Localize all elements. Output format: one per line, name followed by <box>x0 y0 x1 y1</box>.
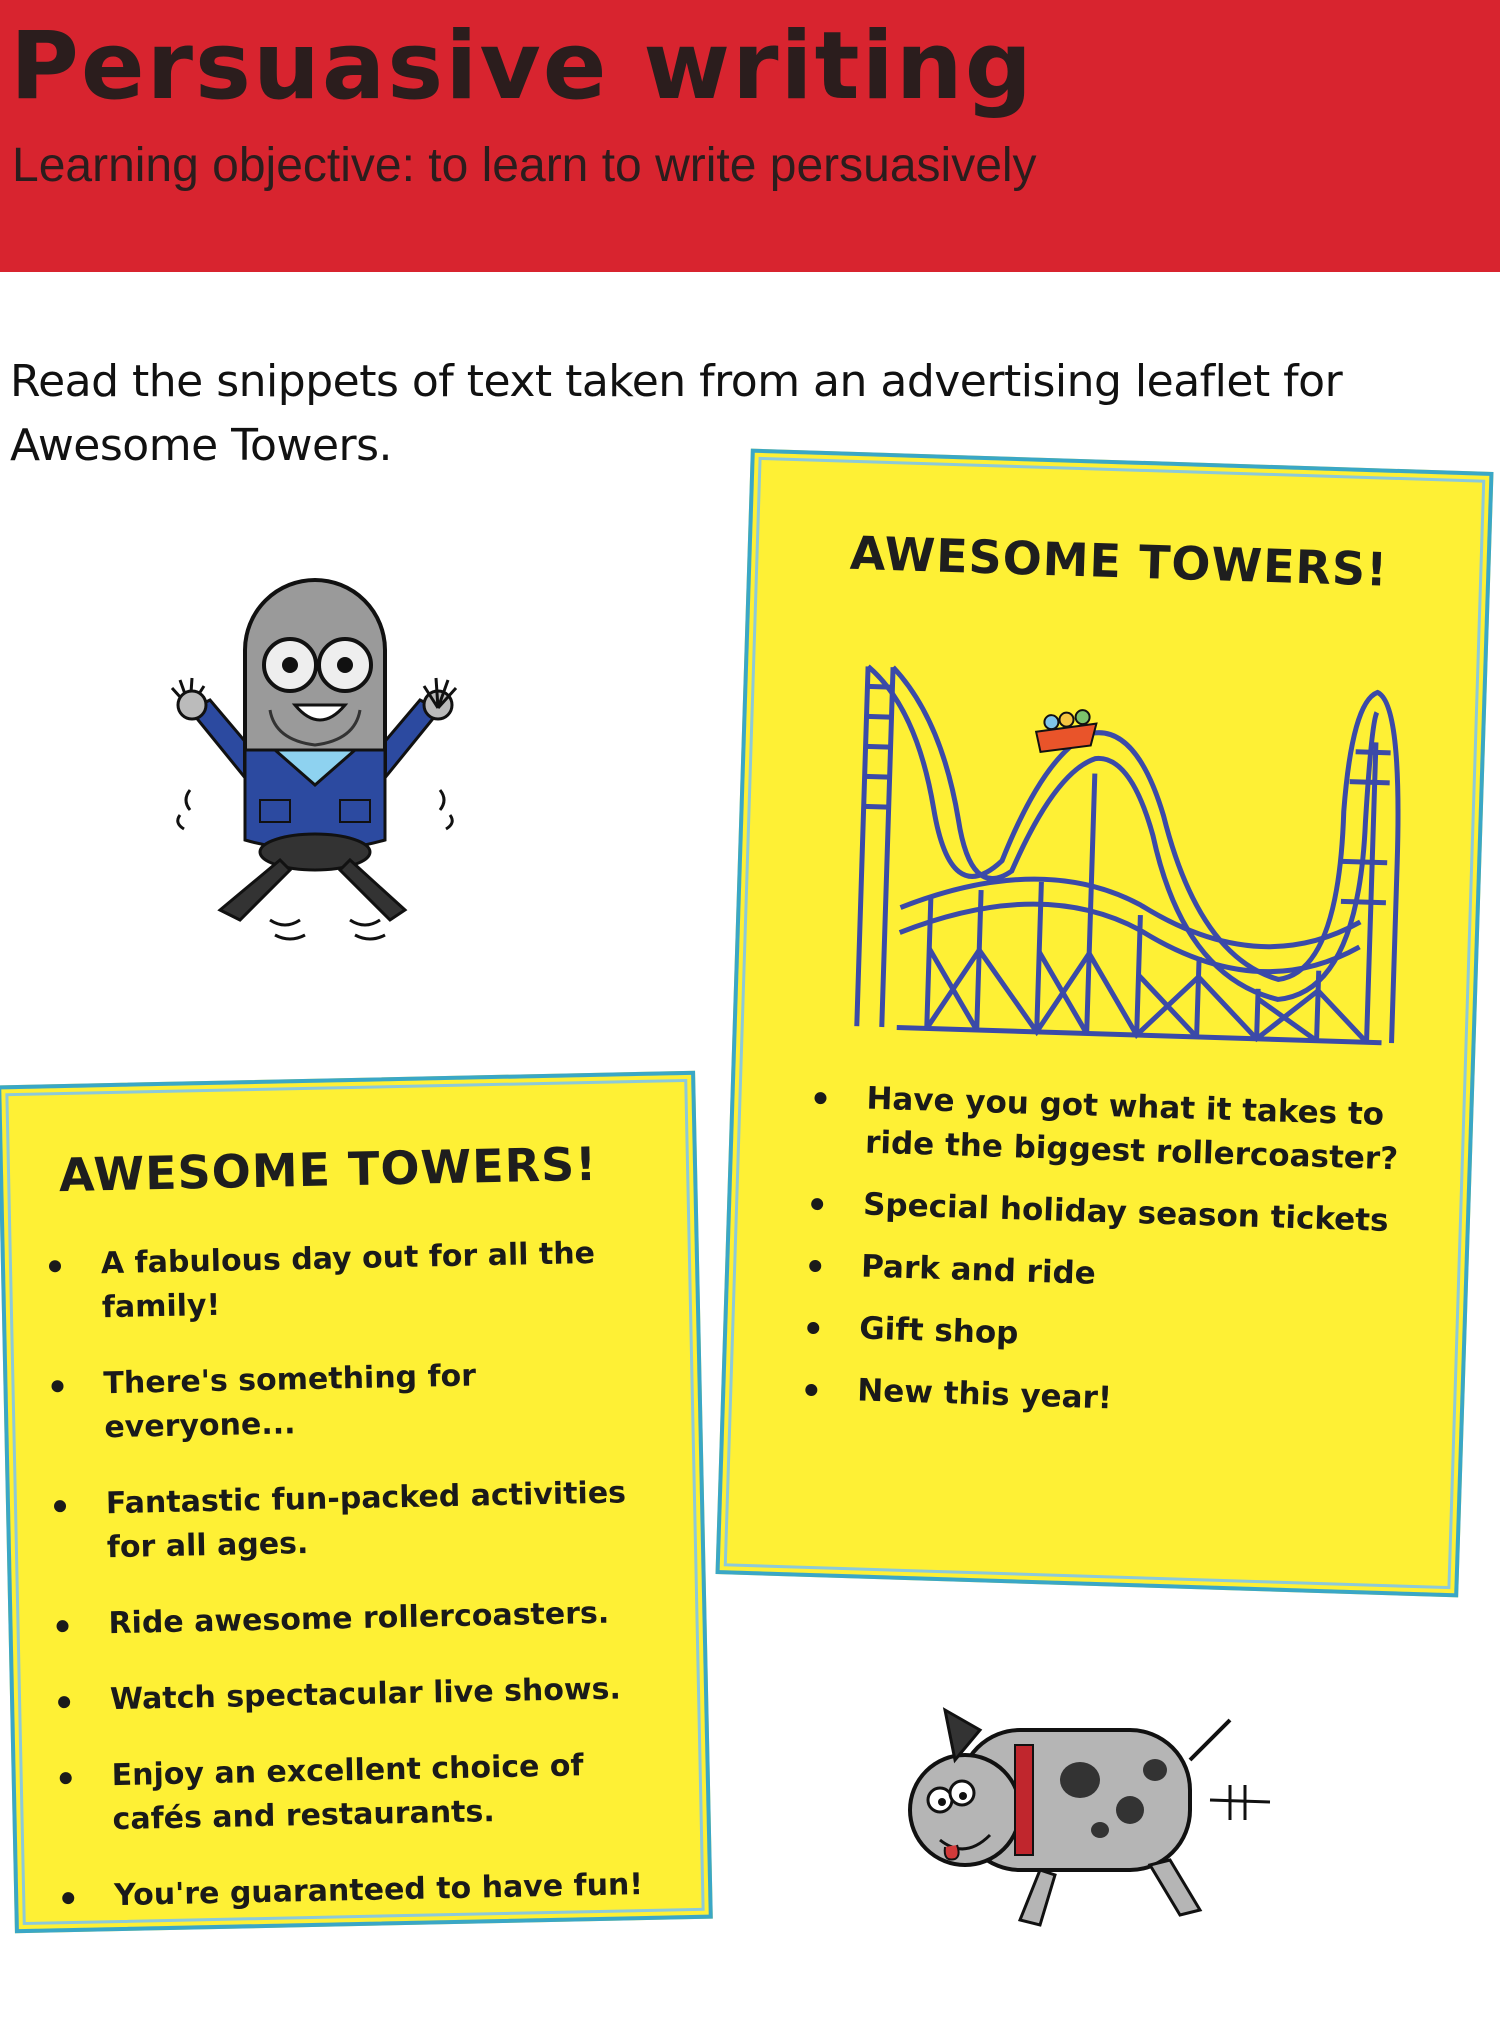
list-item: There's something for everyone... <box>41 1351 663 1452</box>
intro-text: Read the snippets of text taken from an advertising leaflet for Awesome Towers. <box>10 356 1343 471</box>
rollercoaster-illustration <box>836 646 1408 1063</box>
header-band <box>0 0 1500 272</box>
leaflet-right-title: AWESOME TOWERS! <box>849 525 1389 597</box>
cartoon-dog-illustration <box>900 1690 1280 1950</box>
leaflet-left <box>0 1071 713 1933</box>
leaflet-right <box>715 449 1493 1598</box>
list-item: Enjoy an excellent choice of cafés and restaurants. <box>49 1742 671 1843</box>
list-item: Watch spectacular live shows. <box>48 1666 669 1723</box>
list-item: You're guaranteed to have fun! <box>52 1862 673 1919</box>
list-item: Park and ride <box>799 1243 1440 1307</box>
list-item: Ride awesome rollercoasters. <box>46 1591 667 1648</box>
leaflet-left-list <box>39 1231 674 1952</box>
leaflet-right-list <box>794 1075 1445 1449</box>
leaflet-left-title: AWESOME TOWERS! <box>58 1136 598 1203</box>
list-item: Fantastic fun-packed activities for all ages. <box>44 1471 666 1572</box>
list-item: Gift shop <box>797 1305 1438 1369</box>
list-item: Special holiday season tickets <box>801 1181 1442 1245</box>
learning-objective: Learning objective: to learn to write persuasively <box>12 139 1037 192</box>
list-item: Have you got what it takes to ride the biggest rollercoaster? <box>802 1075 1444 1183</box>
page-title: Persuasive writing <box>10 12 1035 121</box>
cartoon-person-illustration <box>150 560 480 960</box>
list-item: New this year! <box>795 1366 1436 1430</box>
list-item: A fabulous day out for all the family! <box>39 1231 661 1332</box>
